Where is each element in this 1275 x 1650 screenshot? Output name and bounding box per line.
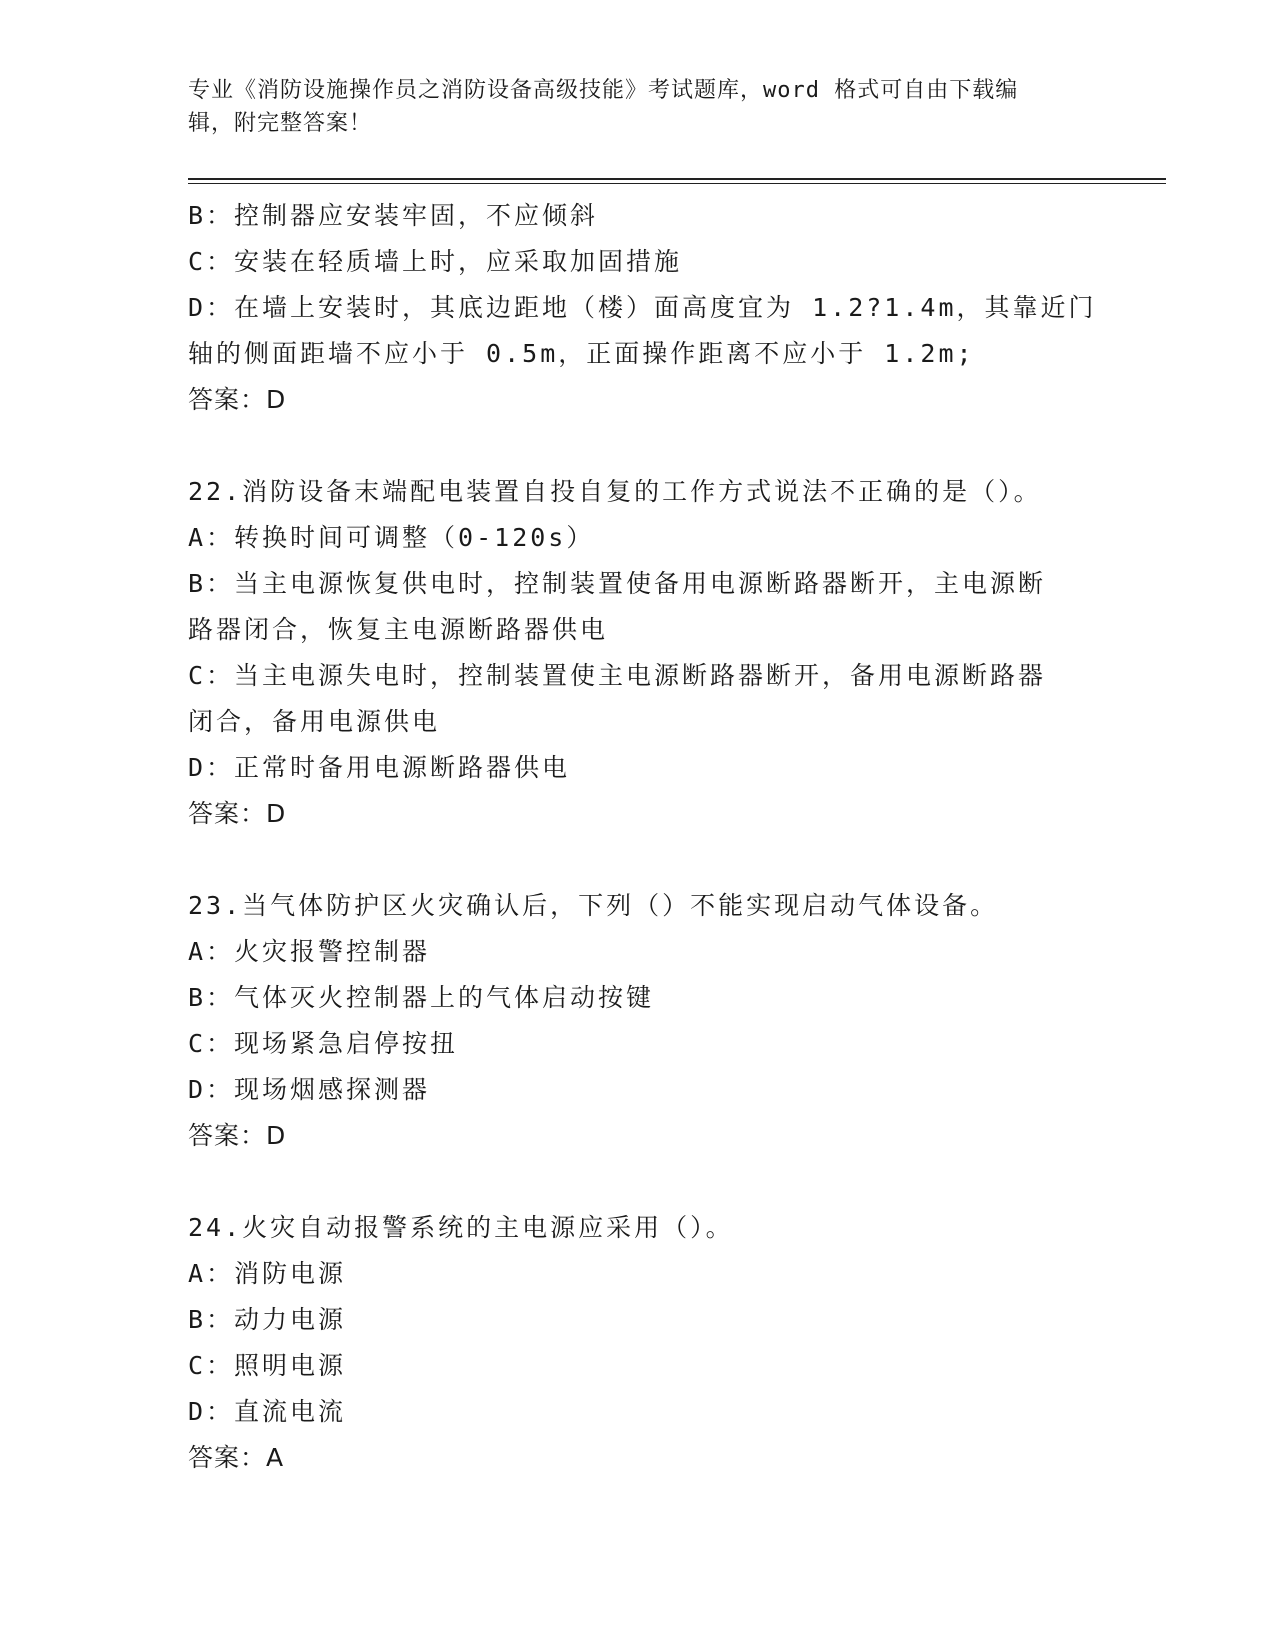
question-block-previous bbox=[188, 193, 1097, 423]
option-d: D：直流电流 bbox=[188, 1397, 347, 1426]
header-divider-thin bbox=[188, 183, 1166, 184]
document-header bbox=[188, 74, 1068, 140]
option-d: D：正常时备用电源断路器供电 bbox=[188, 753, 571, 782]
option-b-line-1: B：当主电源恢复供电时，控制装置使备用电源断路器断开，主电源断 bbox=[188, 569, 1047, 598]
option-a: A：转换时间可调整（0-120s） bbox=[188, 523, 595, 552]
option-c-line-2: 闭合，备用电源供电 bbox=[188, 707, 441, 736]
option-d-line-1: D：在墙上安装时，其底边距地（楼）面高度宜为 1.2?1.4m，其靠近门 bbox=[188, 293, 1097, 322]
option-c: C：安装在轻质墙上时，应采取加固措施 bbox=[188, 247, 683, 276]
option-b: B：气体灭火控制器上的气体启动按键 bbox=[188, 983, 655, 1012]
header-line-1: 专业《消防设施操作员之消防设备高级技能》考试题库，word 格式可自由下载编 bbox=[188, 78, 1019, 103]
answer-label: 答案：D bbox=[188, 385, 287, 414]
option-a: A：火灾报警控制器 bbox=[188, 937, 431, 966]
option-a: A：消防电源 bbox=[188, 1259, 347, 1288]
spacer bbox=[188, 423, 1088, 469]
question-block-22 bbox=[188, 469, 1088, 837]
header-line-2: 辑，附完整答案！ bbox=[188, 111, 373, 136]
header-divider-thick bbox=[188, 178, 1166, 180]
option-b-line-2: 路器闭合，恢复主电源断路器供电 bbox=[188, 615, 609, 644]
question-list bbox=[188, 193, 1097, 1481]
answer-label: 答案：D bbox=[188, 799, 287, 828]
option-c-line-1: C：当主电源失电时，控制装置使主电源断路器断开，备用电源断路器 bbox=[188, 661, 1047, 690]
spacer bbox=[188, 837, 1088, 883]
question-block-23 bbox=[188, 883, 1088, 1159]
option-b: B：动力电源 bbox=[188, 1305, 347, 1334]
option-c: C：现场紧急启停按扭 bbox=[188, 1029, 459, 1058]
question-stem: 22.消防设备末端配电装置自投自复的工作方式说法不正确的是（）。 bbox=[188, 477, 1042, 506]
spacer bbox=[188, 1159, 1088, 1205]
option-c: C：照明电源 bbox=[188, 1351, 347, 1380]
question-block-24 bbox=[188, 1205, 1088, 1481]
question-stem: 24.火灾自动报警系统的主电源应采用（）。 bbox=[188, 1213, 734, 1242]
answer-label: 答案：D bbox=[188, 1121, 287, 1150]
option-d-line-2: 轴的侧面距墙不应小于 0.5m，正面操作距离不应小于 1.2m; bbox=[188, 339, 975, 368]
option-d: D：现场烟感探测器 bbox=[188, 1075, 431, 1104]
answer-label: 答案：A bbox=[188, 1443, 285, 1472]
option-b: B：控制器应安装牢固，不应倾斜 bbox=[188, 201, 599, 230]
question-stem: 23.当气体防护区火灾确认后，下列（）不能实现启动气体设备。 bbox=[188, 891, 999, 920]
